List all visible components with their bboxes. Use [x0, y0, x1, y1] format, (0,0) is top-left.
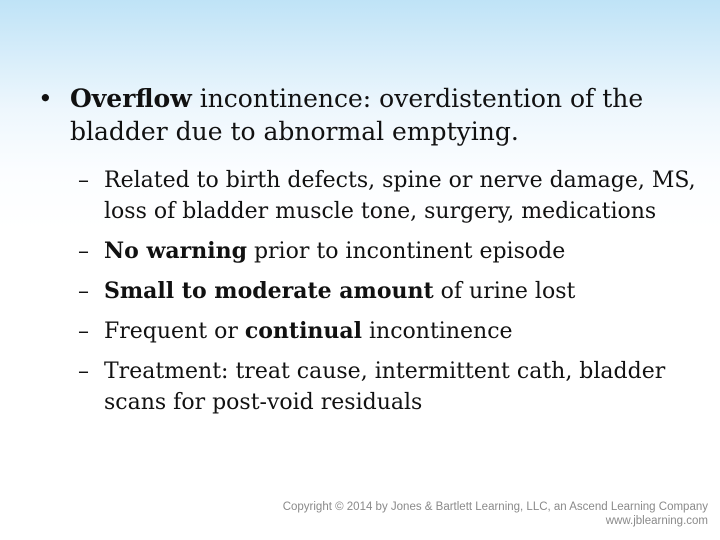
sub-bullet-text: of urine lost: [433, 279, 576, 304]
sub-bullet-amount: [78, 276, 698, 307]
bold-term-overflow: Overflow: [70, 84, 192, 113]
main-bullet-rest: incontinence: overdistention of the bladder due to abnormal emptying.: [70, 84, 644, 146]
dash-marker: –: [78, 168, 89, 193]
sub-bullet-text: Related to birth defects, spine or nerve damage, MS, loss of bladder muscle tone, surgery, medications: [104, 168, 696, 224]
sub-bullet-pre: Frequent or: [104, 319, 245, 344]
sub-bullet-treatment: [78, 356, 698, 418]
sub-bullet-list: [78, 165, 698, 427]
dash-marker: –: [78, 359, 89, 384]
bullet-marker: •: [38, 84, 53, 113]
main-bullet: [38, 82, 678, 148]
bold-no-warning: No warning: [104, 238, 247, 264]
sub-bullet-text: incontinence: [362, 319, 513, 344]
sub-bullet-text: Treatment: treat cause, intermittent cath, bladder scans for post-void residuals: [104, 359, 666, 415]
dash-marker: –: [78, 239, 89, 264]
bold-amount: Small to moderate amount: [104, 278, 434, 304]
sub-bullet-frequency: [78, 316, 698, 347]
copyright-notice: Copyright © 2014 by Jones & Bartlett Learning, LLC, an Ascend Learning Company: [282, 501, 708, 513]
main-bullet-text: [70, 82, 678, 148]
sub-bullet-text: prior to incontinent episode: [246, 239, 566, 264]
dash-marker: –: [78, 279, 89, 304]
footer: [283, 500, 708, 528]
website-url: www.jblearning.com: [605, 515, 708, 527]
sub-bullet-warning: [78, 236, 698, 267]
dash-marker: –: [78, 319, 89, 344]
sub-bullet-causes: [78, 165, 698, 227]
bold-continual: continual: [244, 318, 363, 344]
